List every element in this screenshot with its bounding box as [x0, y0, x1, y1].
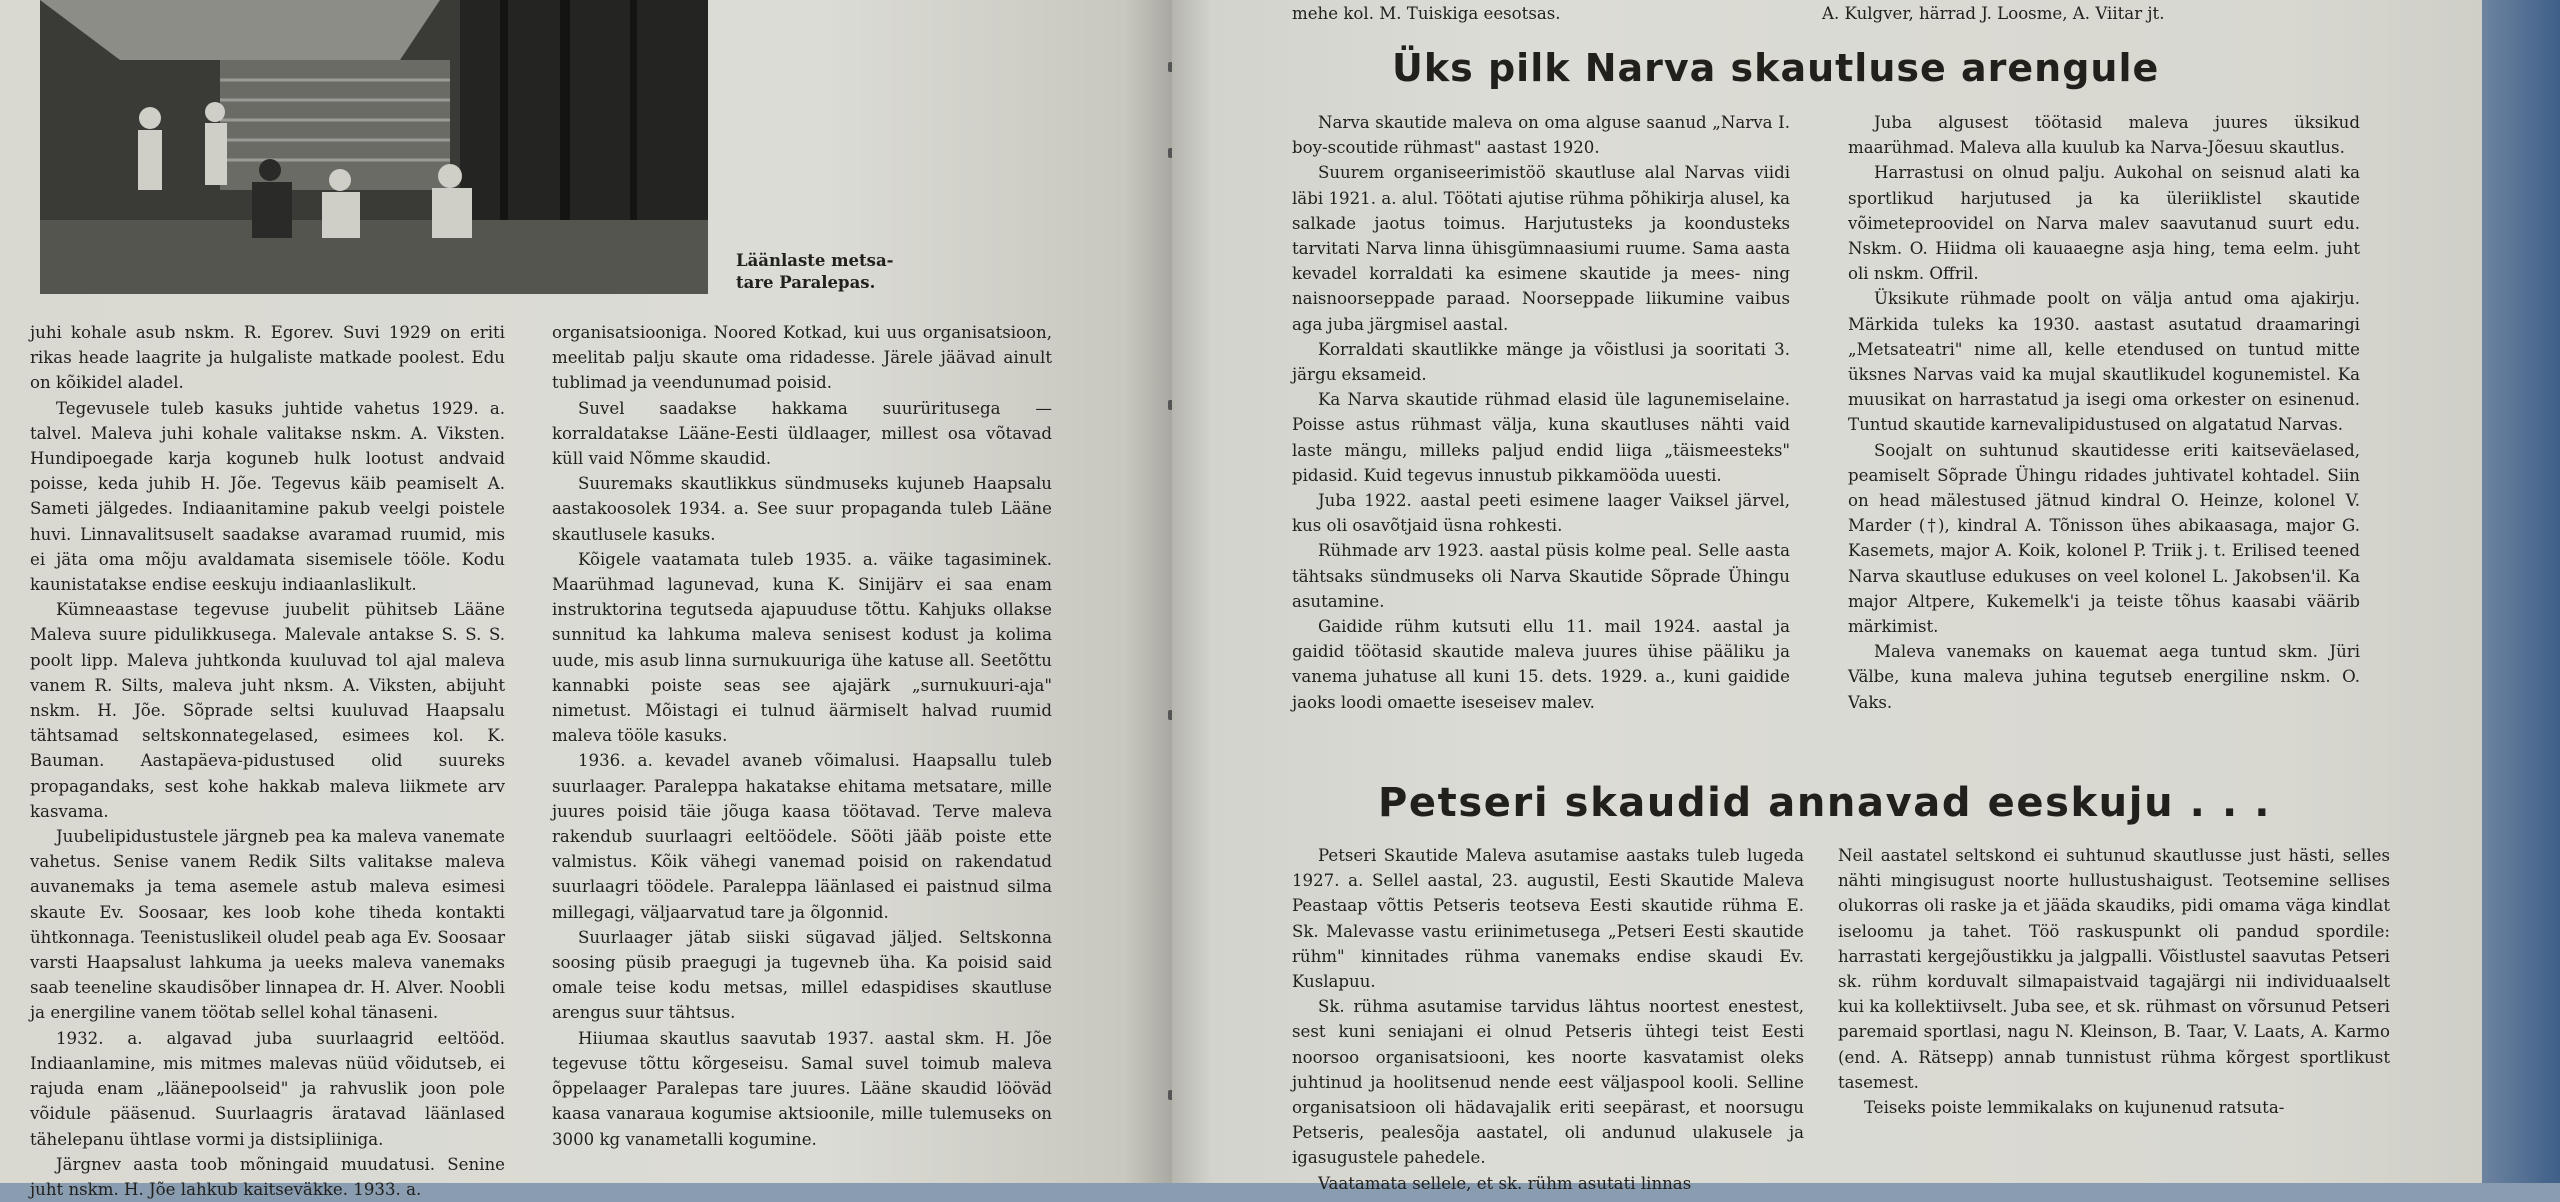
left-page [0, 0, 1172, 1199]
left-column-1 [30, 320, 505, 1202]
paragraph: Rühmade arv 1923. aastal püsis kolme peal. Selle aasta tähtsaks sündmuseks oli Narva Skautide Sõprade Ühingu asutamine. [1292, 541, 1790, 611]
paragraph: Maleva vanemaks on kauemat aega tuntud skm. Jüri Välbe, kuna maleva juhina tegutseb energiline nskm. O. Vaks. [1848, 642, 2360, 712]
paragraph: 1932. a. algavad juba suurlaagrid eeltööd. Indiaanlamine, mis mitmes malevas nüüd võidutseb, ei rajuda enam „läänepoolseid" ja rahvuslik joon pole võidule pääsenud. Suurlaagris äratavad läänlased tähelepanu ühtlase vormi ja distsipliiniga. [30, 1028, 505, 1149]
paragraph: Petseri Skautide Maleva asutamise aastaks tuleb lugeda 1927. a. Sellel aastal, 23. augustil, Eesti Skautide Maleva Peastaap võttis Petseris teotseva Eesti skautide rühma E. Sk. Malevasse vastu eriinimetusega „Petseri Eesti skautide rühm" kinnitades rühma vanemaks endise skaudi Ev. Kuslapuu. [1292, 846, 1804, 992]
paragraph: Juba algusest töötasid maleva juures üksikud maarühmad. Maleva alla kuulub ka Narva-Jõesuu skautlus. [1848, 113, 2360, 158]
paragraph: Neil aastatel seltskond ei suhtunud skautlusse just hästi, selles nähti mingisugust noorte hullustushaigust. Teotsemine sellises olukorras oli raske ja et jääda skaudiks, pidi omama väga kindlat iseloomu ja tahet. Töö raskuspunkt oli pandud spordile: harrastati kergejõustikku ja jalgpalli. Võistlustel saavutas Petseri sk. rühm korduvalt silmapaistvaid tagajärgi nii individuaalselt kui ka kollektiivselt. Juba see, et sk. rühmast on võrsunud Petseri paremaid sportlasi, nagu N. Kleinson, B. Taar, V. Laats, A. Karmo (end. A. Rätsepp) annab tunnistust rühma kõrgest sportlikust tasemest. [1838, 846, 2390, 1092]
backdrop [2482, 0, 2560, 1183]
paragraph: Üksikute rühmade poolt on välja antud oma ajakirju. Märkida tuleks ka 1930. aastast asutatud draamaringi „Metsateatri" nime all, kelle etendused on tuntud mitte üksnes Narvas vaid ka mujal skautlikudel kogunemistel. Ka muusikat on harrastatud ja isegi oma orkester on esinenud. Tuntud skautide karnevalipidustused on algatatud Narvas. [1848, 289, 2360, 435]
petseri-column-2 [1838, 843, 2390, 1120]
left-column-2 [552, 320, 1052, 1152]
scout-photo [40, 0, 708, 294]
paragraph: Korraldati skautlikke mänge ja võistlusi ja sooritati 3. järgu eksameid. [1292, 339, 1790, 385]
top-text-right: A. Kulgver, härrad J. Loosme, A. Viitar jt. [1822, 4, 2165, 23]
paragraph: Suurlaager jätab siiski sügavad jäljed. Seltskonna soosing püsib praegugi ja tugevneb üha. Ka poisid said omale teise kodu metsas, millel edaspidises skautluse arengus suur tähtsus. [552, 927, 1052, 1023]
paragraph: Gaidide rühm kutsuti ellu 11. mail 1924. aastal ja gaidid töötasid skautide maleva juures ühise pääliku ja vanema juhatuse all kuni 15. dets. 1929. a., kuni gaidide jaoks loodi omaette iseseisev malev. [1292, 617, 1790, 712]
paragraph: Kõigele vaatamata tuleb 1935. a. väike tagasiminek. Maarühmad lagunevad, kuna K. Sinijärv ei saa enam instruktorina tegutseda ajapuuduse tõttu. Kahjuks ollakse sunnitud ka lahkuma maleva senisest kodust ja kolima uude, mis asub linna surnukuuriga ühe katuse all. Seetõttu kannabki poiste seas see ajajärk „surnukuuri-aja" nimetust. Mõistagi ei tulnud äärmiselt halvad ruumid maleva tööle kasuks. [552, 549, 1052, 746]
headline-narva: Üks pilk Narva skautluse arengule [1392, 46, 2160, 90]
paragraph: Suuremaks skautlikkus sündmuseks kujuneb Haapsalu aastakoosolek 1934. a. See suur propaganda tuleb Lääne skautlusele kasuks. [552, 474, 1052, 544]
photo-caption: Läänlaste metsa- tare Paralepas. [736, 251, 894, 292]
paragraph: Suvel saadakse hakkama suurüritusega — korraldatakse Lääne-Eesti üldlaager, millest osa võtavad küll vaid Nõmme skaudid. [552, 398, 1052, 469]
paragraph: juhi kohale asub nskm. R. Egorev. Suvi 1929 on eriti rikas heade laagrite ja hulgaliste matkade poolest. Edu on kõikidel aladel. [30, 323, 505, 393]
paragraph: 1936. a. kevadel avaneb võimalusi. Haapsallu tuleb suurlaager. Paraleppa hakatakse ehitama metsatare, mille juures poisid täie jõuga kaasa töötavad. Terve maleva rakendub suurlaagri eeltöödele. Sööti jääb poiste ette valmistus. Kõik vähegi vanemad poisid on rakendatud suurlaagri töödele. Paraleppa läänlased ei paistnud silma millegagi, väljaarvatud tare ja õlgonnid. [552, 751, 1052, 922]
paragraph: Hiiumaa skautlus saavutab 1937. aastal skm. H. Jõe tegevuse tõttu kõrgeseisu. Samal suvel toimub maleva õppelaager Paralepas tare juures. Lääne skaudid lööväd kaasa vanaraua kogumise aktsioonile, mille tulemuseks on 3000 kg vanametalli kogumine. [552, 1028, 1052, 1149]
paragraph: Juubelipidustustele järgneb pea ka maleva vanemate vahetus. Senise vanem Redik Silts valitakse maleva auvanemaks ja tema asemele astub maleva esimesi skaute Ev. Soosaar, kes loob kohe tiheda kontakti ühtkonnaga. Teenistuslikeil oludel peab aga Ev. Soosaar varsti Haapsalust lahkuma ja ueeks maleva vanemaks saab teeneline skaudisõber linnapea dr. H. Alver. Noobli ja energiline vanem töötab sellel kohal tänaseni. [30, 827, 505, 1023]
narva-column-2 [1848, 110, 2360, 715]
top-text-left: mehe kol. M. Tuiskiga eesotsas. [1292, 4, 1561, 23]
headline-petseri: Petseri skaudid annavad eeskuju . . . [1378, 780, 2272, 826]
paragraph: Narva skautide maleva on oma alguse saanud „Narva I. boy-scoutide rühmast" aastast 1920. [1292, 113, 1790, 158]
paragraph: Ka Narva skautide rühmad elasid üle lagunemiselaine. Poisse astus rühmast välja, kuna skautluses nähti vaid laste mängu, milleks paljud endid liiga „täismeesteks" pidasid. Kuid tegevus innustub pikkamööda uuesti. [1292, 390, 1790, 485]
petseri-column-1 [1292, 843, 1804, 1196]
paragraph: Tegevusele tuleb kasuks juhtide vahetus 1929. a. talvel. Maleva juhi kohale valitakse nskm. A. Viksten. Hundipoegade karja koguneb hulk lootust andvaid poisse, keda juhib H. Jõe. Tegevus käib peamiselt A. Sameti jälgedes. Indiaanitamine pakub veelgi poistele huvi. Linnavalitsuselt saadakse avaramad ruumid, mis ei jäta oma mõju avaldamata sisemisele tööle. Kodu kaunistatakse endise eeskuju indiaanlaslikult. [30, 398, 505, 595]
ground [40, 220, 708, 294]
paragraph: Järgnev aasta toob mõningaid muudatusi. Senine juht nskm. H. Jõe lahkub kaitseväkke. 1933. a. [30, 1154, 505, 1199]
paragraph: Sk. rühma asutamise tarvidus lähtus noortest enestest, sest kuni seniajani ei olnud Petseris ühtegi teist Eesti noorsoo organisatsiooni, kes noorte kasvatamist oleks juhtinud ja hoolitsenud nende eest väljaspool kooli. Selline organisatsioon oli hädavajalik eriti seepärast, et noorsugu Petseris, pealesõja aastatel, oli andunud ulakusele ja igasugustele pahedele. [1292, 997, 1804, 1168]
paragraph: Harrastusi on olnud palju. Aukohal on seisnud alati ka sportlikud harjutused ja ka üleriiklistel skautide võimeteproovidel on Narva malev saavutanud suurt edu. Nskm. O. Hiidma oli kauaaegne asja hing, tema eelm. juht oli nskm. Offril. [1848, 163, 2360, 284]
paragraph: Teiseks poiste lemmikalaks on kujunenud ratsuta- [1864, 1098, 2285, 1118]
paragraph: Kümneaastase tegevuse juubelit pühitseb Lääne Maleva suure pidulikkusega. Malevale antakse S. S. S. poolt lipp. Maleva juhtkonda kuuluvad tol ajal maleva vanem R. Silts, maleva juht nksm. A. Viksten, abijuht nskm. H. Jõe. Sõprade seltsi kuuluvad Haapsalu tähtsamad seltskonnategelased, esimees kol. K. Bauman. Aastapäeva-pidustused olid suureks propagandaks, sest kohe hakkab maleva liikmete arv kasvama. [30, 600, 505, 821]
paragraph: Juba 1922. aastal peeti esimene laager Vaiksel järvel, kus oli osavõtjaid üsna rohkesti. [1292, 491, 1790, 536]
paragraph: Soojalt on suhtunud skautidesse eriti kaitseväelased, peamiselt Sõprade Ühingu ridades juhtivatel kohtadel. Siin on head mälestused jätnud kindral O. Heinze, kolonel V. Marder (†), kindral A. Tõnisson ühes abikaasaga, major G. Kasemets, major A. Koik, kolonel P. Triik j. t. Erilised teened Narva skautluse edukuses on veel kolonel L. Jakobsen'il. Ka major Altpere, Kukemelk'i ja teiste tõhus kaasabi väärib märkimist. [1848, 440, 2360, 637]
photo-illustration [40, 0, 708, 294]
paragraph: organisatsiooniga. Noored Kotkad, kui uus organisatsioon, meelitab palju skaute oma ridadesse. Järele jäävad ainult tublimad ja veendunumad poisid. [552, 323, 1052, 393]
paragraph: Suurem organiseerimistöö skautluse alal Narvas viidi läbi 1921. a. alul. Töötati ajutise rühma põhikirja alusel, ka salkade jaotus toimus. Harjutusteks ja koondusteks tarvitati Narva linna ühisgümnaasiumi ruume. Sama aasta kevadel korraldati ka esimene skautide ja mees- ning naisnoorseppade paraad. Noorseppade liikumine vaibus aga juba järgmisel aastal. [1292, 163, 1790, 334]
paragraph: Vaatamata sellele, et sk. rühm asutati linnas [1318, 1173, 1692, 1193]
narva-column-1 [1292, 110, 1790, 715]
